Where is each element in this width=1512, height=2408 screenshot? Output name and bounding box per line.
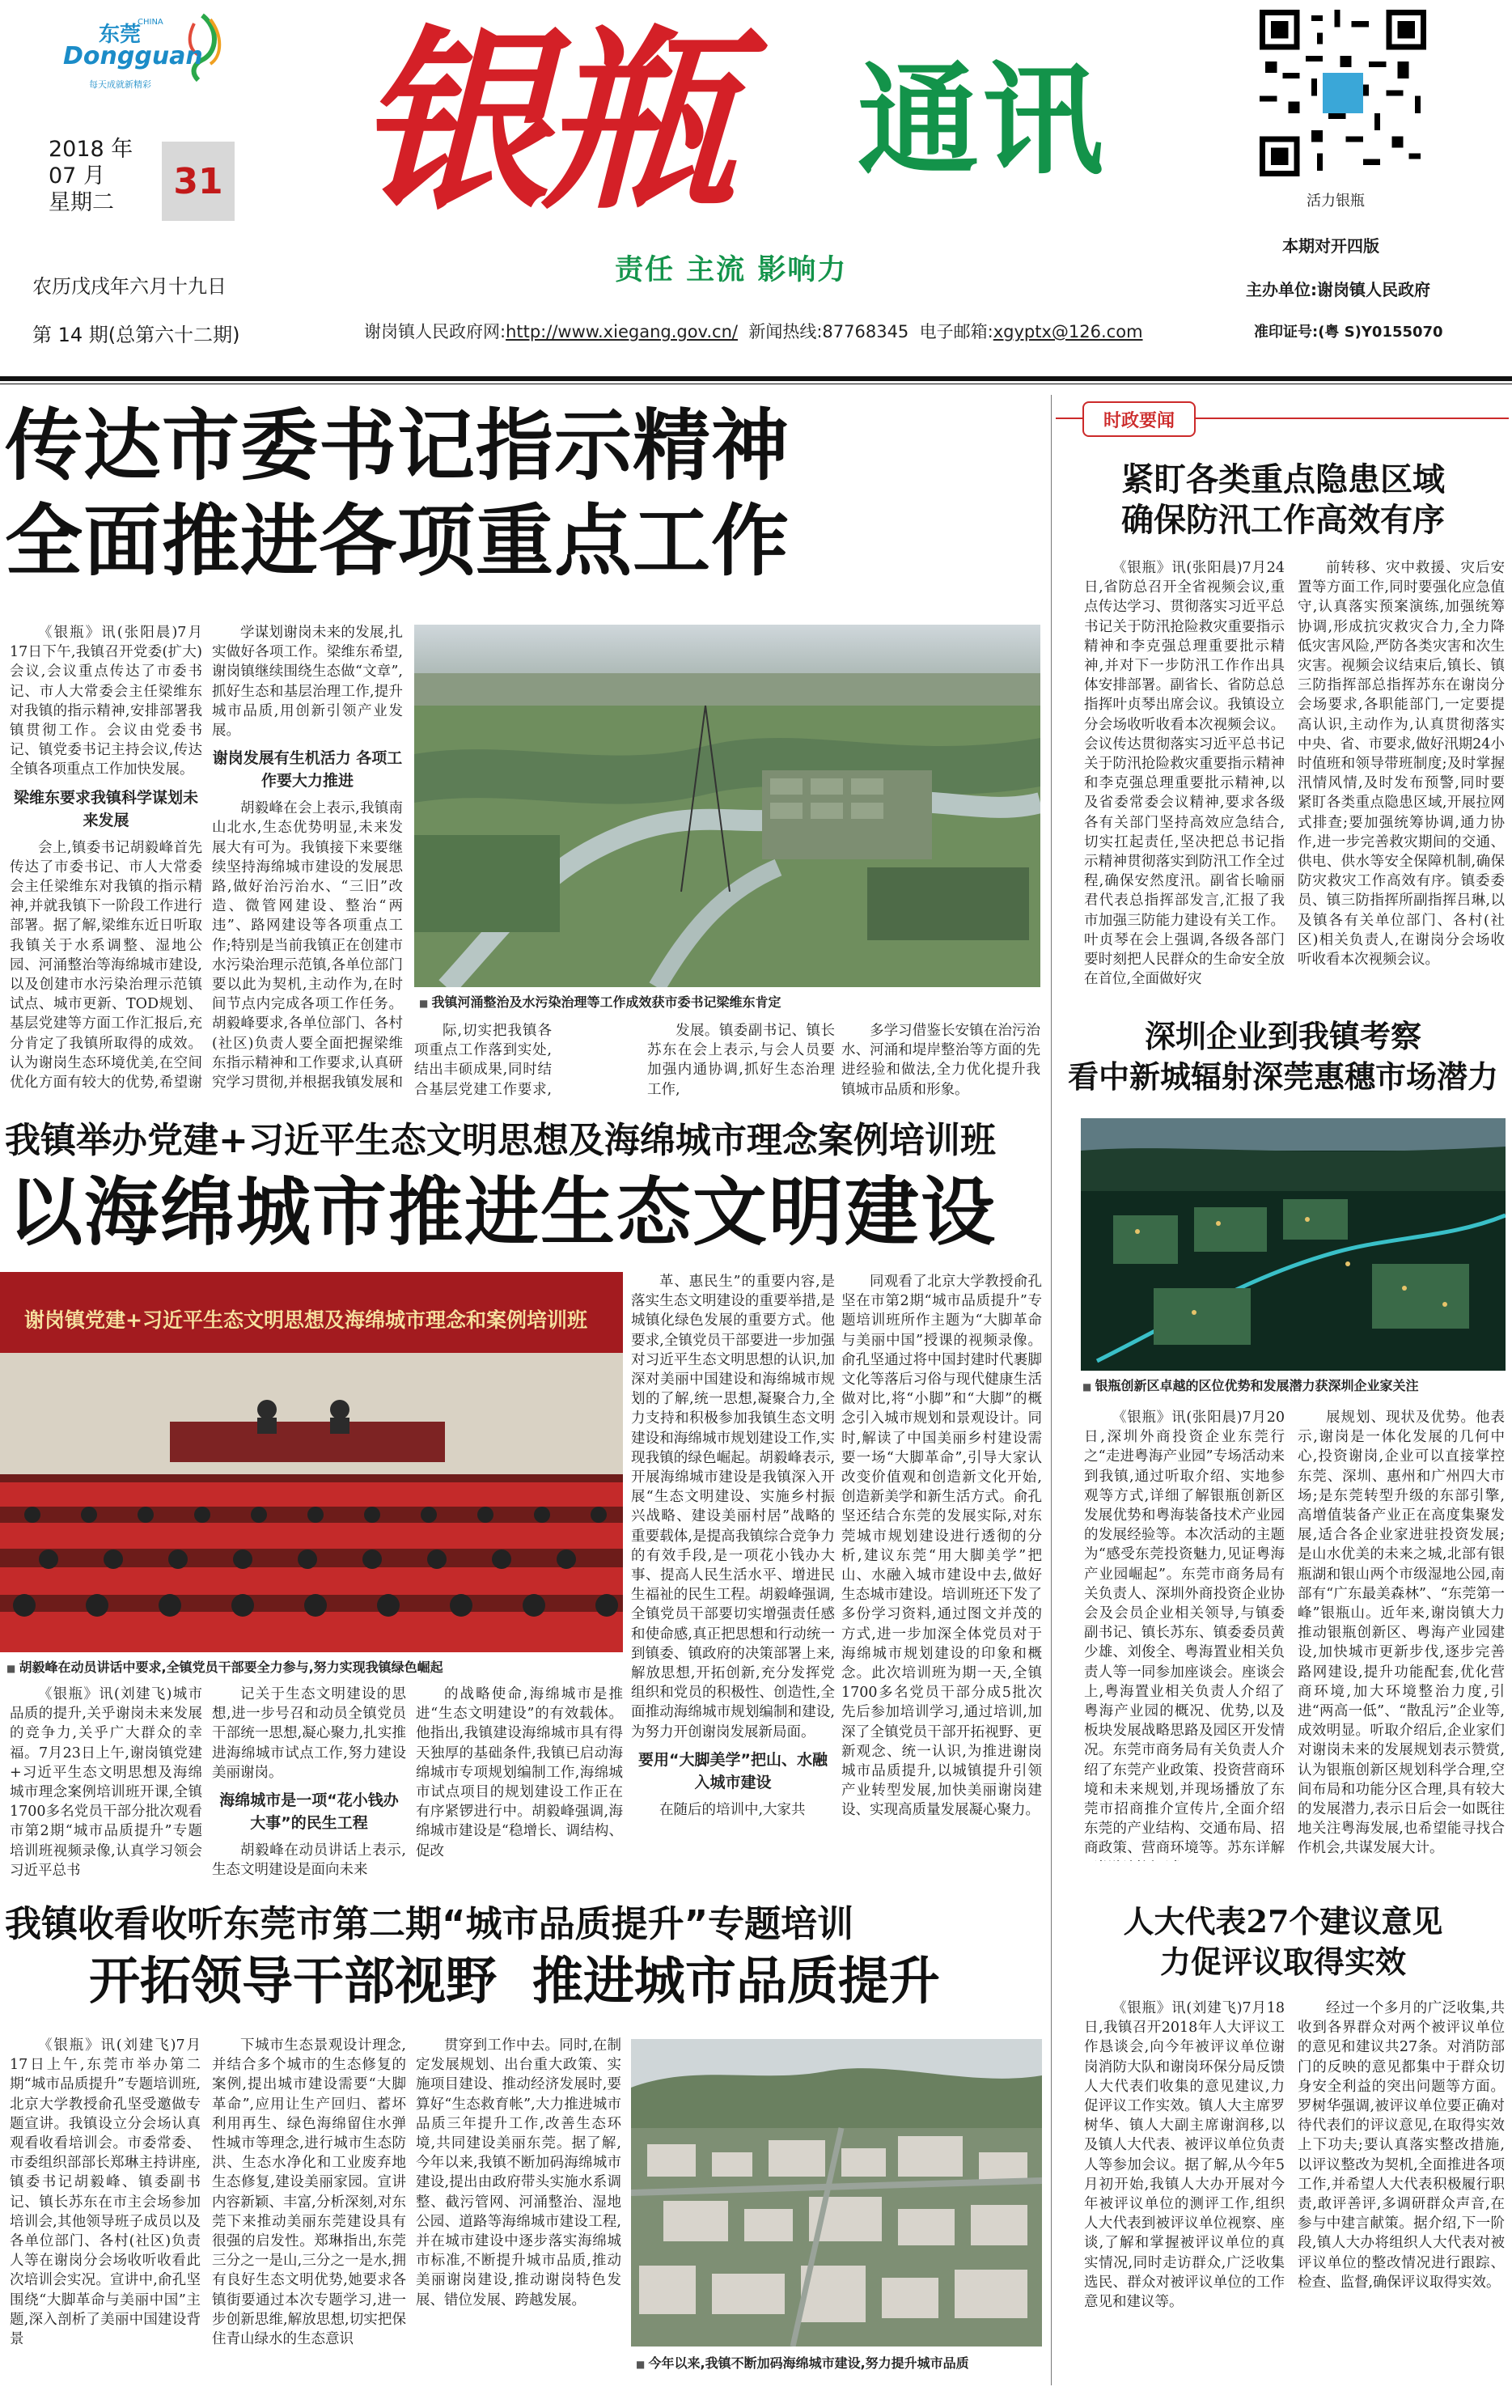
- section-tag: 时政要闻: [1082, 401, 1196, 437]
- lunar-date: 农历戊戌年六月十九日: [32, 275, 227, 298]
- meeting-banner-text: 谢岗镇党建+习近平生态文明思想及海绵城市理念和案例培训班: [24, 1308, 587, 1332]
- article2-headline-big: 以海绵城市推进生态文明建设: [8, 1168, 997, 1256]
- masthead-divider: [0, 376, 1512, 381]
- article1-headline: [5, 398, 1048, 589]
- article2-subhead-sponge: 海绵城市是一项“花小钱办大事”的民生工程: [219, 1791, 399, 1833]
- aerial-river-photo-icon: [414, 625, 1040, 987]
- sidebar-a3-col2: 经过一个多月的广泛收集,共收到各界群众对两个被评议单位的意见和建议共27条。对消防部门的反映的意见都集中于群众切身安全利益的突出问题等方面。罗树华强调,被评议单位要正确对待代表们的评议意见,在取得实效上下功夫;要认真落实整改措施,以评议整改为契机,全面推进各项工作,并希望人大代表积极履行职责,敢评善评,多调研群众声音,在参与中建言献策。据介绍,下一阶段,镇人大办将组织人大代表对被评议单位的整改情况进行跟踪、检查、监督,确保评议取得实效。: [1298, 2000, 1505, 2291]
- article2-subhead-bigfoot: 要用“大脚美学”把山、水融入城市建设: [638, 1750, 828, 1791]
- sidebar-a2-headline: [1057, 1016, 1510, 1097]
- new-district-render-photo-icon: [1081, 1118, 1506, 1371]
- article1-col5: 多学习借鉴长安镇在治污治水、河涌和堤岸整治等方面的先进经验和做法,全力优化提升我镇城市品质和形象。: [841, 1023, 1040, 1096]
- article1-col3: 际,切实把我镇各项重点工作落到实处,结出丰硕成果,同时结合基层党建工作要求,: [414, 1023, 552, 1096]
- date-weekday: 星期二: [49, 190, 114, 215]
- email-label: 电子邮箱:: [919, 322, 993, 341]
- masthead-slogan: 责任 主流 影响力: [615, 254, 848, 286]
- sidebar-a1-headline-line1: 紧盯各类重点隐患区域: [1121, 460, 1445, 498]
- email-link[interactable]: xgyptx@126.com: [993, 322, 1143, 341]
- column-divider: [1051, 395, 1052, 2385]
- article1-photo: [414, 625, 1040, 987]
- hotline: 新闻热线:87768345: [748, 322, 909, 341]
- sidebar-a2-photo-caption: ■ 银瓶创新区卓越的区位优势和发展潜力获深圳企业家关注: [1082, 1376, 1419, 1397]
- date-year: 2018 年: [49, 137, 133, 162]
- sidebar-a1-col1: 《银瓶》讯(张阳晨)7月24日,省防总召开全省视频会议,重点传达学习、贯彻落实习近平总书记关于防汛抢险救灾重要指示精神和李克强总理重要批示精神,并对下一步防汛工作作出具体安排部署。副省长、省防总总指挥叶贞琴出席会议。我镇设立分会场收听收看本次视频会议。会议传达贯彻落实习近平总书记关于防汛抢险救灾重要指示精神和李克强总理重要批示精神,以及省委常委会议精神,要求各级各有关部门坚持高效应急结合,切实扛起责任,坚决把总书记指示精神贯彻落实到防汛工作全过程,确保安然度汛。副省长喻丽君代表总指挥部发言,汇报了我市加强三防能力建设有关工作。叶贞琴在会上强调,各级各部门要时刻把人民群众的生命安全放在首位,全面做好灾: [1084, 560, 1285, 988]
- sidebar-a2-photo: [1081, 1118, 1506, 1371]
- article2-bottom-col2: 记关于生态文明建设的思想,进一步号召和动员全镇党员干部统一思想,凝心聚力,扎实推进海绵城市试点工作,努力建设美丽谢岗。 海绵城市是一项“花小钱办大事”的民生工程 胡毅峰在动员讲话上表示,生态文明建设是面向未来: [212, 1686, 406, 1879]
- print-permit: 准印证号:(粤 S)Y0155070: [1254, 324, 1443, 341]
- logo-slogan: 每天成就新精彩: [89, 79, 151, 90]
- qr-label: 活力银瓶: [1307, 193, 1365, 210]
- site-link[interactable]: http://www.xiegang.gov.cn/: [506, 322, 738, 341]
- qr-code-icon: [1260, 10, 1426, 176]
- sidebar-a2-headline-line1: 深圳企业到我镇考察: [1144, 1018, 1421, 1054]
- article3-headline-big: 开拓领导干部视野 推进城市品质提升: [89, 1951, 940, 2011]
- article2-photo-caption: ■ 胡毅峰在动员讲话中要求,全镇党员干部要全力参与,努力实现我镇绿色崛起: [6, 1657, 443, 1679]
- masthead-title: 银瓶: [356, 7, 729, 235]
- date-day: 31: [162, 142, 235, 221]
- logo-china: CHINA: [138, 18, 163, 27]
- sidebar-a2-col1: 《银瓶》讯(张阳晨)7月20日,深圳外商投资企业东莞行之“走进粤海产业园”专场活动来到我镇,通过听取介绍、实地参观等方式,详细了解银瓶创新区发展优势和粤海装备技术产业园的发展经验等。本次活动的主题为“感受东莞投资魅力,见证粤海产业园崛起”。东莞市商务局有关负责人、深圳外商投资企业协会及会员企业相关领导,与镇委副书记、镇长苏东、镇委委员黄少雄、刘俊全、粤海置业相关负责人等一同参加座谈会。座谈会上,粤海置业相关负责人介绍了粤海产业园的概况、优势,以及板块发展战略思路及园区开发情况。东莞市商务局有关负责人介绍了东莞产业政策、投资营商环境和未来规划,并现场播放了东莞市招商推介宣传片,全面介绍东莞的产业结构、交通布局、招商政策、营商环境等。苏东详解: [1084, 1410, 1285, 1857]
- dongguan-logo: [57, 11, 218, 100]
- article2-bottom-col1: 《银瓶》讯(刘建飞)城市品质的提升,关乎谢岗未来发展的竞争力,关乎广大群众的幸福。7月23日上午,谢岗镇党建+习近平生态文明思想及海绵城市理念案例培训班开课,全镇1700多名党员干部分批次观看市第2期“城市品质提升”专题培训班视频录像,认真学习领会习近平总书: [10, 1686, 202, 1879]
- logo-city-cn: 东莞: [99, 23, 142, 47]
- masthead-subtitle: 通讯: [858, 51, 1108, 192]
- sidebar-a1-col2: 前转移、灾中救援、灾后安置等方面工作,同时要强化应急值守,认真落实预案演练,加强统筹协调,形成抗灾救灾合力,全力降低灾害风险,严防各类灾害和次生灾害。视频会议结束后,镇长、镇三防指挥部总指挥苏东在谢岗分会场要求,各职能部门,一定要提高认识,主动作为,认真贯彻落实中央、省、市要求,做好汛期24小时值班和领导带班制度;及时掌握汛情风情,及时发布预警,同时要紧盯各类重点隐患区域,开展拉网式排查;要加强统筹协调,通力协作,进一步完善救灾期间的交通、供电、供水等安全保障机制,确保防灾救灾工作高效有序。镇委委员、镇三防指挥所副指挥吕琳,以及镇各有关单位部门、各村(社区)相关负责人,在谢岗分会场收听收看本次视频会议。: [1298, 560, 1505, 969]
- sidebar-a2-headline-line2: 看中新城辐射深莞惠穗市场潜力: [1067, 1058, 1498, 1095]
- article1-headline-line1: 传达市委书记指示精神: [5, 401, 790, 491]
- article1-subhead2: 谢岗发展有生机活力 各项工作要大力推进: [212, 749, 403, 791]
- date-block: [49, 136, 133, 216]
- issue-number: 第 14 期(总第六十二期): [32, 324, 240, 346]
- article3-col3: 贯穿到工作中去。同时,在制定发展规划、出台重大政策、实施项目建设、推动经济发展时,要算好“生态救育帐”,大力推进城市品质三年提升工作,改善生态环境,共同建设美丽东莞。据了解,今年以来,我镇不断加码海绵城市建设,提出由政府带头实施水系调整、截污管网、河涌整治、湿地公园、道路等海绵城市建设工程,并在城市建设中逐步落实海绵城市标准,不断提升城市品质,推动美丽谢岗建设,推动谢岗特色发展、错位发展、跨越发展。: [416, 2037, 621, 2308]
- town-aerial-photo-icon: [631, 2039, 1042, 2347]
- article2-photo: [0, 1272, 623, 1652]
- sidebar-a3-headline-line2: 力促评议取得实效: [1159, 1944, 1406, 1980]
- sidebar-a3-headline: [1057, 1901, 1510, 1982]
- pages-note: 本期对开四版: [1282, 236, 1379, 256]
- article3-photo: [631, 2039, 1042, 2347]
- host-unit: 主办单位:谢岗镇人民政府: [1246, 280, 1430, 299]
- contact-line: [364, 319, 1143, 343]
- article2-bottom-col3: 的战略使命,海绵城市是推进“生态文明建设”的有效载体。他指出,我镇建设海绵城市具有得天独厚的基础条件,我镇已启动海绵城市专项规划编制工作,海绵城市试点项目的规划建设工作正在有序紧锣进行中。胡毅峰强调,海绵城市建设是“稳增长、调结构、促改: [416, 1686, 623, 1859]
- article1-col4: 发展。镇委副书记、镇长苏东在会上表示,与会人员要加强内通协调,抓好生态治理工作,: [647, 1023, 835, 1096]
- logo-city-en: Dongguan: [63, 42, 203, 70]
- site-label: 谢岗镇人民政府网:: [364, 322, 506, 341]
- date-month: 07 月: [49, 163, 105, 189]
- article1-col2: 学谋划谢岗未来的发展,扎实做好各项工作。梁维东希望,谢岗镇继续围绕生态做“文章”,抓好生态和基层治理工作,提升城市品质,用创新引领产业发展。 谢岗发展有生机活力 各项工作要大力推进 胡毅峰在会上表示,我镇南山北水,生态优势明显,未来发展大有可为。我镇接下来要继续坚持海绵城市建设的发展思路,做好治污治水、“三旧”改造、微管网建设、整治“两违”、路网建设等各项重点工作;特别是当前我镇正在创建市水污染治理示范镇,各单位部门要以此为契机,主动作为,在时间节点内完成各项工作任务。胡毅峰要求,各单位部门、各村(社区)负责人要全面把握梁维东指示精神和工作要求,认真研究学习贯彻,并根据我镇发展和: [212, 625, 403, 1092]
- sidebar-a1-headline: [1057, 460, 1510, 541]
- article3-col2: 下城市生态景观设计理念,并结合多个城市的生态修复的案例,提出城市建设需要“大脚革命”,应用让生产回归、蓄坏利用再生、绿色海绵留住水弹性城市等理念,进行城市生态防洪、生态水净化和工业废弃地生态修复,建设美丽家园。宣讲内容新颖、丰富,分析深刻,对东莞下来推动美丽东莞建设具有很强的启发性。郑琳指出,东莞三分之一是山,三分之一是水,拥有良好生态文明优势,她要求各镇街要通过本次专题学习,进一步创新思维,解放思想,切实把保住青山绿水的生态意识: [212, 2037, 406, 2348]
- sidebar-a2-col2: 展规划、现状及优势。他表示,谢岗是一体化发展的几何中心,投资谢岗,企业可以直接掌控东莞、深圳、惠州和广州四大市场;是东莞转型升级的东部引擎,高增值装备产业正在高度集聚发展,适合各企业家进驻投资发展;是山水优美的未来之城,北部有银瓶湖和银山两个市级湿地公园,南部有“广东最美森林”、“东莞第一峰”银瓶山。近年来,谢岗镇大力推动银瓶创新区、粤海产业园建设,加快城市更新步伐,逐步完善路网建设,提升功能配套,优化营商环境,加大环境整治力度,引进“两高一低”、“散乱污”企业等,成效明显。听取介绍后,企业家们对谢岗未来的发展规划表示赞赏,认为银瓶创新区规划科学合理,空间布局和功能分区合理,具有较大的发展潜力,表示日后会一如既往地关注粤海发展,也希望能寻找合作机会,共谋发展大计。: [1298, 1410, 1505, 1857]
- article1-photo-caption: ■ 我镇河涌整治及水污染治理等工作成效获市委书记梁维东肯定: [419, 992, 781, 1014]
- article2-headline-small: 我镇举办党建+习近平生态文明思想及海绵城市理念案例培训班: [5, 1120, 996, 1161]
- article2-right-col2: 同观看了北京大学教授俞孔坚在市第2期“城市品质提升”专题培训班所作主题为“大脚革命与美丽中国”授课的视频录像。俞孔坚通过将中国封建时代裹脚文化等落后习俗与现代健康生活做对比,将“小脚”和“大脚”的概念引入城市规划和景观设计。同时,解读了中国美丽乡村建设需要一场“大脚革命”,引导大家认改变价值观和创造新文化开始,创造新美学和新生活方式。俞孔坚还结合东莞的发展实际,对东莞城市规划建设进行透彻的分析,建议东莞“用大脚美学”把山、水融入城市建设中去,做好生态城市建设。培训班还下发了多份学习资料,通过图文并茂的方式,进一步加深全体党员对于海绵城市规划建设的印象和概念。此次培训班为期一天,全镇1700多名党员干部分成5批次先后参加培训学习,通过培训,加深了全镇党员干部开拓视野、更新观念、统一认识,为推进谢岗城市品质提升,以城镇提升引领产业转型发展,加快美丽谢岗建设、实现高质量发展凝心聚力。: [841, 1274, 1042, 1819]
- article2-right-col1: 革、惠民生”的重要内容,是落实生态文明建设的重要举措,是城镇化绿色发展的重要方式。他要求,全镇党员干部要进一步加强对习近平生态文明思想的认识,加深对美丽中国建设和海绵城市规划的了解,统一思想,凝聚合力,全力支持和积极参加我镇生态文明建设和海绵城市规划建设工作,实现我镇的绿色崛起。胡毅峰表示,开展海绵城市建设是我镇深入开展“生态文明建设、实施乡村振兴战略、建设美丽村居”战略的重要载体,是提高我镇综合竞争力的有效手段,是一项花小钱办大事、提高人民生活水平、增进民生福祉的民生工程。胡毅峰强调,全镇党员干部要切实增强责任感和使命感,真正把思想和行动统一到镇委、镇政府的决策部署上来,解放思想,开拓创新,充分发挥党组织和党员的积极性、创造性,全面推动海绵城市规划编制和建设,为努力开创谢岗发展新局面。 要用“大脚美学”把山、水融入城市建设 在随后的培训中,大家共: [631, 1274, 835, 1818]
- sidebar-a3-col1: 《银瓶》讯(刘建飞)7月18日,我镇召开2018年人大评议工作恳谈会,向今年被评议单位谢岗消防大队和谢岗环保分局反馈人大代表们收集的意见建议,力促评议工作实效。镇人大主席罗树华、镇人大副主席谢润移,以及镇人大代表、被评议单位负责人等参加会议。据了解,从今年5月初开始,我镇人大办开展对今年被评议单位的测评工作,组织人大代表到被评议单位视察、座谈,了解和掌握被评议单位的真实情况,同时走访群众,广泛收集选民、群众对被评议单位的工作意见和建议等。: [1084, 2000, 1285, 2311]
- article1-subhead1: 梁维东要求我镇科学谋划未来发展: [13, 788, 198, 829]
- article1-headline-line2: 全面推进各项重点工作: [5, 496, 790, 587]
- sidebar-a3-headline-line1: 人大代表27个建议意见: [1123, 1903, 1443, 1940]
- sidebar-a1-headline-line2: 确保防汛工作高效有序: [1121, 501, 1445, 539]
- article1-col1: 《银瓶》讯(张阳晨)7月17日下午,我镇召开党委(扩大)会议,会议重点传达了市委书记、市人大常委会主任梁维东对我镇的指示精神,安排部署我镇贯彻工作。会议由党委书记、镇党委书记主持会议,传达全镇各项重点工作加快发展。 梁维东要求我镇科学谋划未来发展 会上,镇委书记胡毅峰首先传达了市委书记、市人大常委会主任梁维东对我镇的指示精神,并就我镇下一阶段工作进行部署。据了解,梁维东近日听取我镇关于水系调整、湿地公园、河涌整治等海绵城市建设,以及创建市水污染治理示范镇试点、城市更新、TOD规划、基层党建等方面工作汇报后,充分肯定了我镇所取得的成效。认为谢岗生态环境优美,在空间优化方面有较大的优势,希望谢: [10, 625, 202, 1092]
- article3-photo-caption: ■ 今年以来,我镇不断加码海绵城市建设,努力提升城市品质: [636, 2353, 969, 2375]
- article3-headline-small: 我镇收看收听东莞市第二期“城市品质提升”专题培训: [5, 1902, 854, 1945]
- article3-col1: 《银瓶》讯(刘建飞)7月17日上午,东莞市举办第二期“城市品质提升”专题培训班,北京大学教授俞孔坚受邀做专题宣讲。我镇设立分会场认真观看收看培训会。市委常委、市委组织部部长郑琳主持讲座,镇委书记胡毅峰、镇委副书记、镇长苏东在市主会场参加培训会,其他领导班子成员以及各单位部门、各村(社区)负责人等在谢岗分会场收听收看此次培训会实况。宣讲中,俞孔坚围绕“大脚革命与美丽中国”主题,深入剖析了美丽中国建设背景: [10, 2037, 201, 2348]
